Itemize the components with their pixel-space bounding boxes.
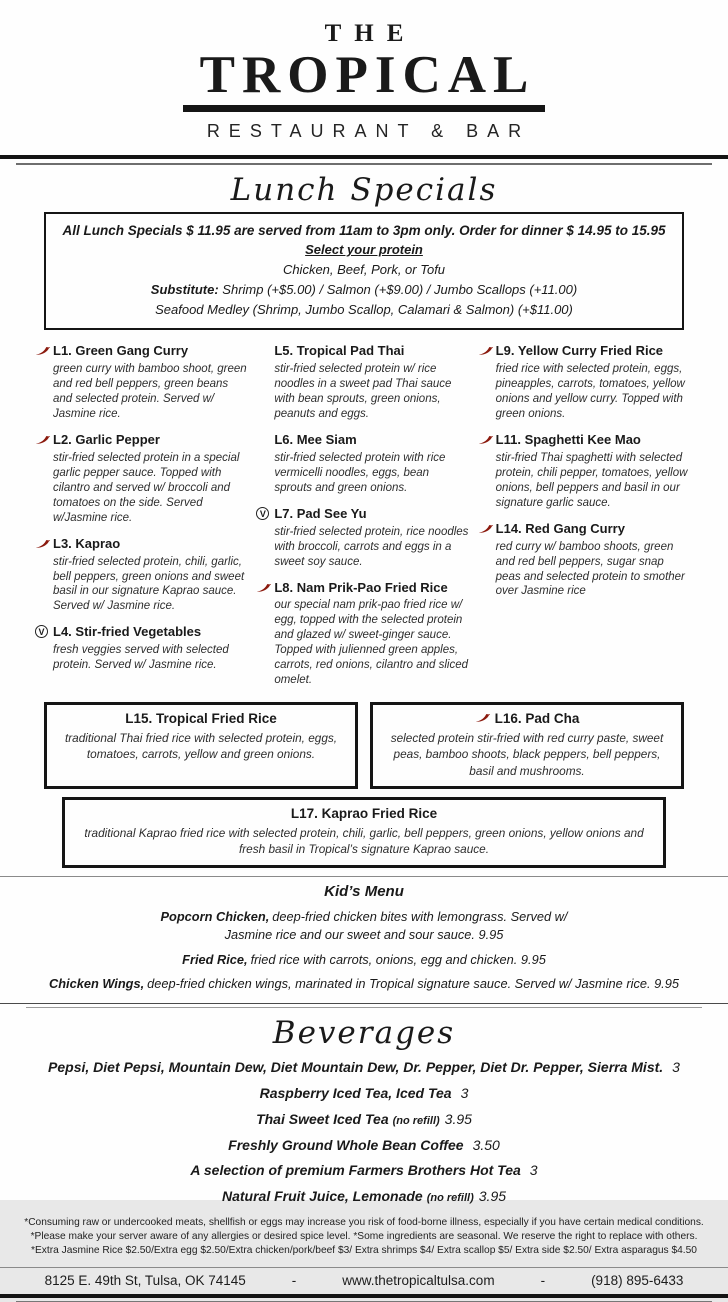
kids-item-name: Chicken Wings, (49, 976, 145, 992)
divider-thin (0, 876, 728, 877)
beverage-line-juice (0, 1188, 728, 1206)
kids-menu-heading: Kid’s Menu (324, 882, 404, 900)
item-description: traditional Kaprao fried rice with selected protein, chili, garlic, bell peppers, green onions, yellow onions and fresh basil in Tropical’s signature Kaprao sauce. (84, 825, 644, 857)
vegetarian-icon: V (256, 507, 269, 520)
beverage-name: Natural Fruit Juice, Lemonade (221, 1188, 423, 1205)
kids-item-popcorn-chicken (144, 908, 584, 944)
phone-number: (918) 895-6433 (591, 1272, 684, 1288)
kids-item-description: fried rice with carrots, onions, egg and chicken. 9.95 (250, 951, 546, 967)
substitute-line (54, 281, 674, 300)
menu-item-l6 (259, 432, 468, 496)
item-title-row (496, 521, 690, 538)
item-title: L14. Red Gang Curry (495, 520, 625, 536)
beverage-price: 3.95 (444, 1110, 472, 1127)
protein-options: Chicken, Beef, Pork, or Tofu (282, 261, 446, 277)
item-title: L1. Green Gang Curry (53, 343, 189, 359)
disclaimer-section (0, 1216, 728, 1259)
beverages-heading: Beverages (272, 1015, 456, 1052)
item-title-row (259, 505, 468, 523)
item-title-row (53, 432, 247, 449)
beverages-section (0, 1059, 728, 1206)
item-description: stir-fried selected protein, rice noodles with broccoli, carrots and eggs in a sweet soy sauce. (274, 525, 469, 568)
beverage-name: Freshly Ground Whole Bean Coffee (228, 1136, 464, 1153)
chili-icon (35, 537, 51, 554)
item-title: L2. Garlic Pepper (53, 432, 160, 448)
divider-thin (0, 1267, 728, 1268)
beverage-note: (no refill) (392, 1114, 440, 1127)
beverage-line-thai-tea (0, 1111, 728, 1129)
kids-item-name: Fried Rice, (182, 951, 248, 967)
item-title: L5. Tropical Pad Thai (274, 343, 405, 359)
beverage-price: 3 (529, 1162, 538, 1179)
beverage-price: 3 (672, 1059, 680, 1076)
item-title: L9. Yellow Curry Fried Rice (495, 343, 664, 359)
lunch-items-columns (38, 343, 690, 698)
beverage-note: (no refill) (426, 1192, 474, 1205)
menu-item-l15 (44, 702, 358, 789)
chili-icon (478, 344, 494, 361)
restaurant-logo (0, 0, 728, 142)
chili-icon (475, 711, 491, 726)
menu-item-l4 (38, 624, 247, 673)
disclaimer-line: *Please make your server aware of any allergies or desired spice level. *Some ingredients are seasonal. We reserve the right to replace with others. (30, 1231, 698, 1243)
menu-item-l14 (481, 521, 690, 600)
substitute-label: Substitute: (150, 281, 219, 297)
website: www.thetropicaltulsa.com (342, 1272, 495, 1288)
separator: - (291, 1272, 297, 1288)
divider-thin (0, 1003, 728, 1004)
chili-icon (35, 344, 51, 361)
beverage-line-sodas (0, 1059, 728, 1077)
menu-item-l17 (62, 797, 666, 868)
menu-item-l11 (481, 432, 690, 511)
item-title: L17. Kaprao Fried Rice (290, 806, 438, 822)
item-title-row (274, 343, 468, 360)
item-description: stir-fried selected protein in a special garlic pepper sauce. Topped with cilantro and served w/ broccoli and tomatoes on the side. Served w/Jasmine rice. (53, 452, 240, 524)
column-right (481, 343, 690, 698)
contact-footer (0, 1273, 728, 1288)
item-description: stir-fried Thai spaghetti with selected protein, chili pepper, tomatoes, yellow onions, bell peppers and basil in our signature garlic sauce. (495, 452, 688, 509)
chili-icon (35, 433, 51, 450)
kids-item-fried-rice (0, 951, 728, 969)
separator: - (540, 1272, 546, 1288)
item-title: L16. Pad Cha (494, 711, 580, 727)
lunch-info-box (44, 212, 684, 331)
beverage-name: Raspberry Iced Tea, Iced Tea (259, 1085, 452, 1102)
kids-item-name: Popcorn Chicken, (160, 908, 270, 924)
chili-icon (478, 433, 494, 450)
menu-item-l2 (38, 432, 247, 526)
divider-thick (0, 1294, 728, 1298)
beverage-name: Pepsi, Diet Pepsi, Mountain Dew, Diet Mountain Dew, Dr. Pepper, Diet Dr. Pepper, Sierra Mist. (48, 1059, 664, 1076)
item-title-row (496, 432, 690, 449)
item-description: our special nam prik-pao fried rice w/ egg, topped with the selected protein and glazed w/ sweet-ginger sauce. Topped with julienned green apples, carrots, red onions, cilantro and sliced omelet. (274, 599, 469, 687)
beverage-line-coffee (0, 1137, 728, 1155)
beverage-name: Thai Sweet Iced Tea (256, 1110, 389, 1127)
item-description: traditional Thai fried rice with selected protein, eggs, tomatoes, carrots, yellow and green onions. (64, 730, 338, 762)
boxed-items-row (44, 702, 684, 789)
beverage-price: 3.50 (472, 1136, 500, 1153)
beverage-line-hot-tea (0, 1162, 728, 1180)
item-title-row (496, 343, 690, 360)
item-title-row (274, 432, 468, 449)
item-title: L6. Mee Siam (274, 432, 357, 448)
divider-thick (0, 155, 728, 159)
item-title-row (53, 343, 247, 360)
logo-name: TROPICAL (183, 48, 546, 112)
item-title: L4. Stir-fried Vegetables (53, 624, 202, 640)
item-description: green curry with bamboo shoot, green and red bell peppers, green beans and selected protein. Served w/ Jasmine rice. (53, 363, 247, 421)
column-middle (259, 343, 468, 698)
kids-item-description: deep-fried chicken wings, marinated in Tropical signature sauce. Served w/ Jasmine rice. 9.95 (147, 976, 679, 992)
vegetarian-icon: V (35, 625, 48, 638)
item-description: fried rice with selected protein, eggs, pineapples, carrots, tomatoes, yellow onions and yellow curry. Topped with green onions. (495, 363, 685, 421)
item-title-row (274, 580, 468, 597)
item-description: stir-fried selected protein with rice vermicelli noodles, eggs, bean sprouts and green onions. (274, 452, 446, 494)
menu-item-l5 (259, 343, 468, 422)
item-title-row (53, 536, 247, 553)
kids-menu-section (0, 883, 728, 994)
divider-thin (16, 163, 712, 165)
seafood-medley-line: Seafood Medley (Shrimp, Jumbo Scallop, Calamari & Salmon) (+$11.00) (155, 301, 573, 317)
column-left (38, 343, 247, 698)
item-description: stir-fried selected protein w/ rice noodles in a sweet pad Thai sauce with bean sprouts, green onions, peanuts and eggs. (274, 363, 452, 421)
logo-the: THE (324, 20, 417, 47)
lunch-specials-heading: Lunch Specials (230, 171, 498, 208)
item-title: L15. Tropical Fried Rice (125, 711, 277, 727)
kids-item-description: deep-fried chicken bites with lemongrass. Served w/ Jasmine rice and our sweet and sour sauce. 9.95 (224, 908, 568, 942)
substitute-options: Shrimp (+$5.00) / Salmon (+$9.00) / Jumbo Scallops (+11.00) (222, 281, 578, 297)
item-description: stir-fried selected protein, chili, garlic, bell peppers, green onions and sweet basil in our signature Kaprao sauce. Served w/ Jasmine rice. (53, 555, 245, 613)
chili-icon (478, 522, 494, 539)
beverage-line-iced-tea (0, 1085, 728, 1103)
menu-item-l8 (259, 580, 468, 689)
item-title: L8. Nam Prik-Pao Fried Rice (274, 579, 448, 595)
beverage-name: A selection of premium Farmers Brothers Hot Tea (190, 1162, 521, 1179)
kids-item-chicken-wings (0, 975, 728, 993)
item-description: fresh veggies served with selected protein. Served w/ Jasmine rice. (53, 644, 229, 672)
item-title: L3. Kaprao (53, 535, 121, 551)
item-title-row (383, 710, 671, 728)
select-protein-label: Select your protein (305, 242, 423, 258)
disclaimer-line: *Extra Jasmine Rice $2.50/Extra egg $2.50/Extra chicken/pork/beef $3/ Extra shrimps $4/ Extra scallop $5/ Extra side $2.50/ Extra asparagus $4.50 (31, 1245, 697, 1257)
address: 8125 E. 49th St, Tulsa, OK 74145 (44, 1272, 246, 1288)
beverage-price: 3.95 (478, 1188, 507, 1205)
item-title: L11. Spaghetti Kee Mao (495, 432, 641, 448)
menu-item-l1 (38, 343, 247, 422)
item-description: red curry w/ bamboo shoots, green and red bell peppers, sugar snap peas and selected protein to smother over Jasmine rice (495, 540, 685, 598)
disclaimer-line: *Consuming raw or undercooked meats, shellfish or eggs may increase you risk of food-borne illness, especially if you have certain medical conditions. (24, 1216, 704, 1228)
menu-item-l16 (370, 702, 684, 789)
beverage-price: 3 (460, 1085, 469, 1102)
logo-subtitle: RESTAURANT & BAR (206, 120, 531, 141)
menu-item-l3 (38, 536, 247, 615)
item-description: selected protein stir-fried with red curry paste, sweet peas, bamboo shoots, black peppers, bell peppers, basil and mushrooms. (390, 730, 664, 778)
item-title-row (38, 624, 247, 641)
divider-thin (26, 1007, 702, 1008)
menu-item-l9 (481, 343, 690, 422)
chili-icon (256, 581, 272, 598)
item-title: L7. Pad See Yu (274, 505, 367, 521)
lunch-pricing-line: All Lunch Specials $ 11.95 are served from 11am to 3pm only. Order for dinner $ 14.95 to 15.95 (62, 222, 666, 238)
menu-item-l7 (259, 506, 468, 570)
